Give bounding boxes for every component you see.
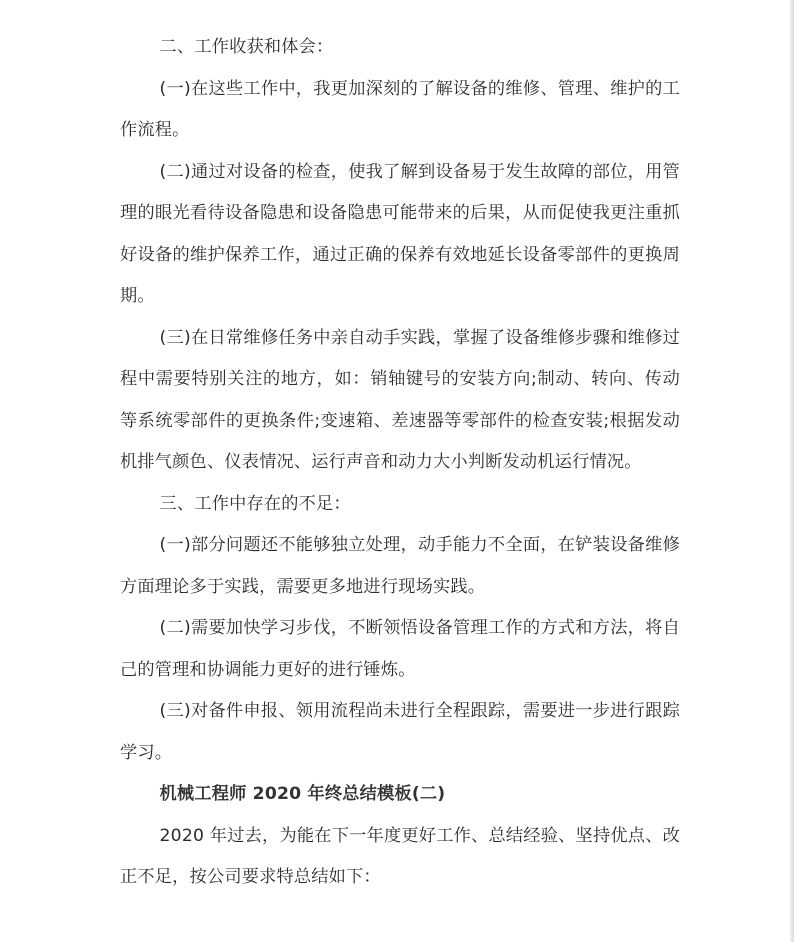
page-edge-shadow	[790, 0, 794, 942]
paragraph-intro: 2020 年过去，为能在下一年度更好工作、总结经验、坚持优点、改正不足，按公司要求特总结如下：	[120, 825, 680, 887]
paragraph-shortcoming-3: (三)对备件申报、领用流程尚未进行全程跟踪，需要进一步进行跟踪学习。	[120, 701, 680, 763]
paragraph-gain-2: (二)通过对设备的检查，使我了解到设备易于发生故障的部位，用管理的眼光看待设备隐患和设备隐患可能带来的后果，从而促使我更注重抓好设备的维护保养工作，通过正确的保养有效地延长设备零部件的更换周期。	[120, 161, 680, 306]
paragraph-gain-3: (三)在日常维修任务中亲自动手实践，掌握了设备维修步骤和维修过程中需要特别关注的地方，如：销轴键号的安装方向;制动、转向、传动等系统零部件的更换条件;变速箱、差速器等零部件的检查安装;根据发动机排气颜色、仪表情况、运行声音和动力大小判断发动机运行情况。	[120, 327, 680, 472]
paragraph-shortcoming-2: (二)需要加快学习步伐，不断领悟设备管理工作的方式和方法，将自己的管理和协调能力更好的进行锤炼。	[120, 618, 680, 680]
section-heading-gains: 二、工作收获和体会：	[159, 37, 334, 57]
paragraph-gain-1: (一)在这些工作中，我更加深刻的了解设备的维修、管理、维护的工作流程。	[120, 78, 680, 140]
section-heading-shortcomings: 三、工作中存在的不足：	[159, 493, 351, 514]
paragraph-shortcoming-1: (一)部分问题还不能够独立处理，动手能力不全面，在铲装设备维修方面理论多于实践，需要更多地进行现场实践。	[120, 535, 680, 597]
document-body	[120, 27, 680, 899]
template-title: 机械工程师 2020 年终总结模板(二)	[159, 784, 446, 804]
